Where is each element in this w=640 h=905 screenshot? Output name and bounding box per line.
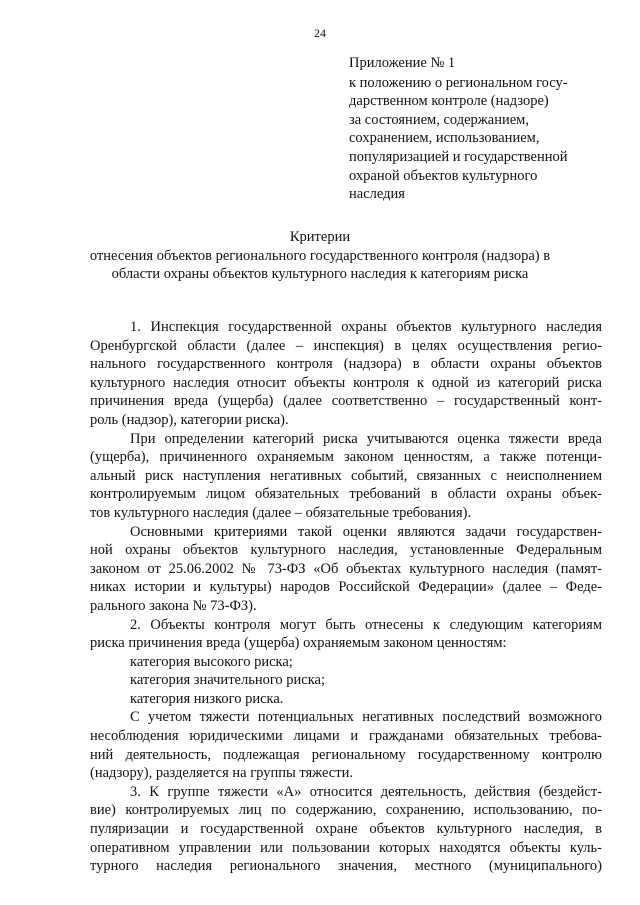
paragraph xyxy=(90,783,602,876)
text-line: При определении категорий риска учитываются оценка тяжести вреда xyxy=(130,430,602,447)
paragraph xyxy=(90,318,602,430)
text-line: (ущерба), причиненного охраняемым законом ценностям, а также потенци- xyxy=(90,449,602,466)
appendix-line: наследия xyxy=(349,186,405,203)
appendix-block xyxy=(349,54,611,204)
appendix-line: популяризацией и государственной xyxy=(349,148,568,165)
text-line: 2. Объекты контроля могут быть отнесены к следующим категориям xyxy=(130,616,602,633)
text-line: риска причинения вреда (ущерба) охраняемым законом ценностям: xyxy=(90,635,507,652)
text-line: несоблюдения юридическими лицами и гражданами обязательных требова- xyxy=(90,728,602,745)
appendix-line: за состоянием, содержанием, xyxy=(349,111,529,128)
paragraph xyxy=(90,708,602,782)
text-line: Оренбургской области (далее – инспекция) в целях осуществления регио- xyxy=(90,337,602,354)
appendix-line: сохранением, использованием, xyxy=(349,130,540,147)
text-line: оперативном управлении или пользовании которых находятся объекты куль- xyxy=(90,839,602,856)
list-item: категория низкого риска. xyxy=(130,690,284,707)
text-line: Основными критериями такой оценки являются задачи государствен- xyxy=(130,523,602,540)
text-line: законом от 25.06.2002 № 73-ФЗ «Об объектах культурного наследия (памят- xyxy=(90,560,602,577)
text-line: нального государственного контроля (надзора) в области охраны объектов xyxy=(90,356,602,373)
criteria-title: Критерии xyxy=(289,229,351,245)
text-line: С учетом тяжести потенциальных негативных последствий возможного xyxy=(130,709,602,726)
text-line: ной охраны объектов культурного наследия, установленные Федеральным xyxy=(90,542,602,559)
criteria-heading xyxy=(0,228,640,284)
text-line: турного наследия регионального значения, местного (муниципального) xyxy=(90,858,602,875)
text-line: культурного наследия относит объекты контроля к одной из категорий риска xyxy=(90,374,602,391)
text-line: альный риск наступления негативных событий, связанных с неисполнением xyxy=(90,467,602,484)
risk-category-list xyxy=(90,653,602,709)
text-line: рального закона № 73-ФЗ). xyxy=(90,597,257,614)
appendix-line: дарственном контроле (надзоре) xyxy=(349,93,549,110)
text-line: никах истории и культуры) народов Российской Федерации» (далее – Феде- xyxy=(90,579,602,596)
text-line: роль (надзор), категории риска). xyxy=(90,411,289,428)
text-line: ний деятельность, подлежащая региональному государственному контролю xyxy=(90,746,602,763)
text-line: (надзору), разделяется на группы тяжести. xyxy=(90,765,353,782)
text-line: пуляризации и государственной охране объектов культурного наследия, в xyxy=(90,821,602,838)
paragraph xyxy=(90,430,602,523)
list-item: категория высокого риска; xyxy=(130,653,293,670)
text-line: контролируемым лицом обязательных требований в области охраны объек- xyxy=(90,486,602,503)
paragraph xyxy=(90,523,602,616)
list-item: категория значительного риска; xyxy=(130,672,326,689)
criteria-subtitle-line: отнесения объектов регионального государственного контроля (надзора) в xyxy=(89,247,551,264)
text-line: причинения вреда (ущерба) (далее соответственно – государственный конт- xyxy=(90,393,602,410)
appendix-title: Приложение № 1 xyxy=(349,55,456,71)
text-line: вие) контролируемых лиц по содержанию, сохранению, использованию, по- xyxy=(90,802,602,819)
text-line: 1. Инспекция государственной охраны объектов культурного наследия xyxy=(130,319,602,335)
paragraph xyxy=(90,616,602,653)
appendix-line: к положению о региональном госу- xyxy=(349,74,568,91)
appendix-line: охраной объектов культурного xyxy=(349,167,538,184)
document-body xyxy=(90,318,602,876)
text-line: 3. К группе тяжести «А» относится деятельность, действия (бездейст- xyxy=(130,783,602,800)
criteria-subtitle-line: области охраны объектов культурного наследия к категориям риска xyxy=(111,266,529,283)
page-number: 24 xyxy=(314,26,326,40)
text-line: тов культурного наследия (далее – обязательные требования). xyxy=(90,504,472,521)
